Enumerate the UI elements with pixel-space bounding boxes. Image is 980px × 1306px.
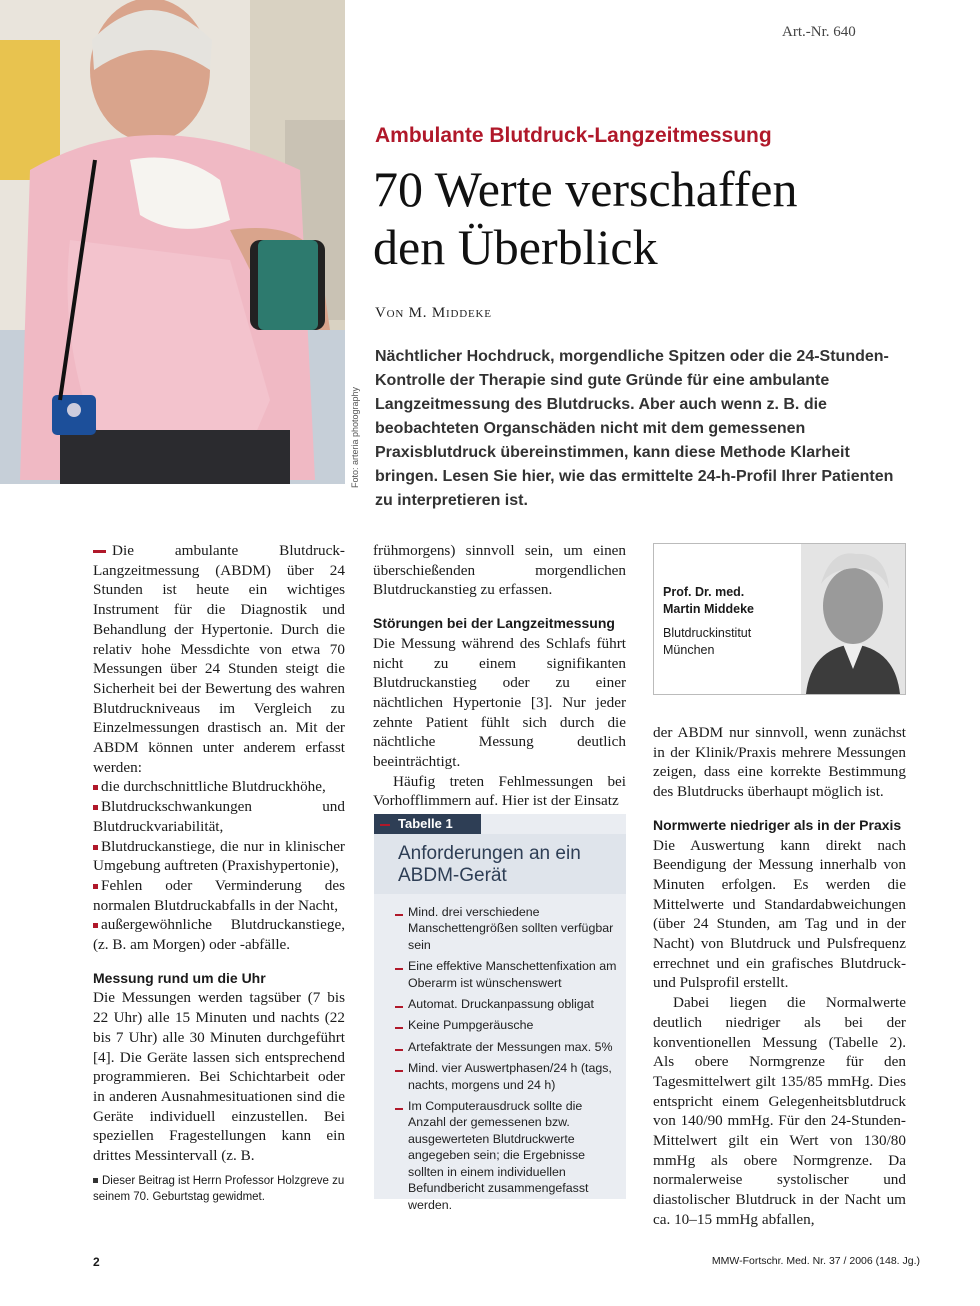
article-number: Art.-Nr. 640 [782, 24, 856, 40]
page-number: 2 [93, 1255, 100, 1269]
body-paragraph: Die Messung während des Schlafs führt nicht zu einem signifikanten Blutdruckanstieg oder zu einer nächtlichen Hypertonie [3]. Nur jeder zehnte Patient fühlt sich durch die nächtliche Messung deutlich beeinträchtigt. [373, 634, 626, 771]
author-name: Prof. Dr. med. Martin Middeke [663, 585, 754, 616]
author-institute: Blutdruckinstitut München [663, 626, 752, 657]
table-list-item: Eine effektive Manschettenfixation am Oberarm ist wünschenswert [394, 958, 618, 991]
journal-reference: MMW-Fortschr. Med. Nr. 37 / 2006 (148. Jg.) [711, 1255, 920, 1267]
article-kicker: Ambulante Blutdruck-Langzeitmessung [375, 124, 772, 147]
article-title [373, 160, 933, 276]
body-paragraph: frühmorgens) sinnvoll sein, um einen überschießenden morgendlichen Blutdruckanstieg zu erfassen. [373, 542, 626, 599]
cover-photo [0, 0, 345, 484]
author-photo [801, 544, 905, 694]
list-item: Blutdruckanstiege, die nur in klinischer Umgebung auftreten (Praxishypertonie), [93, 837, 345, 875]
column-2 [373, 541, 626, 811]
table-list-item: Keine Pumpgeräusche [394, 1017, 618, 1033]
table-list [394, 904, 618, 1218]
column-1 [93, 541, 345, 1166]
body-paragraph: der ABDM nur sinnvoll, wenn zunächst in der Klinik/Praxis mehrere Messungen zeigen, dass eine korrekte Bestimmung des Blutdrucks überhaupt möglich ist. [653, 724, 906, 801]
byline: Von M. Middeke [375, 305, 492, 321]
footnote-marker [93, 1178, 98, 1183]
table-list-item: Mind. vier Auswertphasen/24 h (tags, nachts, morgens und 24 h) [394, 1060, 618, 1093]
list-item: die durchschnittliche Blutdruckhöhe, [93, 777, 345, 797]
photo-credit: Foto: arteria photography [350, 386, 360, 488]
table-list-item: Mind. drei verschiedene Manschettengrößen sollten verfügbar sein [394, 904, 618, 953]
body-paragraph: Dabei liegen die Normalwerte deutlich niedriger als bei der konventionellen Messung (Tabelle 2). Als obere Normgrenze für den Tagesmittelwert gilt 135/85 mmHg. Dies entspricht einem Gelegenheitsblutdruck von 140/90 mmHg. Für den 24-Stunden-Mittelwert gilt ein Wert von 130/80 mmHg als obere Normgrenze. Da normalerweise systolischer und diastolischer Blutdruck in der Nacht um ca. 10–15 mmHg abfallen, [653, 994, 906, 1228]
intro-paragraph: Die ambulante Blutdruck-Langzeitmessung (ABDM) über 24 Stunden ist heute ein wichtiges Instrument für die Diagnostik und Behandlung der Hypertonie. Durch die relativ hohe Messdichte von etwa 70 Messungen über 24 Stunden steigt die Sicherheit bei der Bewertung des wahren Blutdruckniveaus im Vergleich zu Einzelmessungen drastisch an. Mit der ABDM können unter anderem erfasst werden: [93, 542, 345, 776]
footnote: Dieser Beitrag ist Herrn Professor Holzgreve zu seinem 70. Geburtstag gewidmet. [93, 1175, 345, 1203]
section-heading: Messung rund um die Uhr [93, 969, 266, 986]
title-line-1: 70 Werte verschaffen [373, 161, 798, 217]
section-heading: Normwerte niedriger als in der Praxis [653, 816, 902, 833]
body-paragraph: Häufig treten Fehlmessungen bei Vorhofflimmern auf. Hier ist der Einsatz [373, 772, 626, 810]
title-line-2: den Überblick [373, 219, 658, 275]
table-list-item: Im Computerausdruck sollte die Anzahl der gemessenen bzw. ausgewerteten Blutdruckwerte angegeben sein; die Ergebnisse sollten in einem individuellen Befundbericht zusammengefasst werden. [394, 1098, 618, 1213]
table-list-item: Automat. Druckanpassung obligat [394, 996, 618, 1012]
body-paragraph: Die Messungen werden tagsüber (7 bis 22 Uhr) alle 15 Minuten und nachts (22 bis 7 Uhr) alle 30 Minuten durchgeführt [4]. Die Geräte lassen sich entsprechend programmieren. Bei Schichtarbeit oder in anderen Ausnahmesituationen sind die Geräte individuell einzustellen. Bei speziellen Fragestellungen kann ein drittes Messintervall (z. B. [93, 989, 345, 1165]
column-3 [653, 723, 906, 1230]
body-paragraph: Die Auswertung kann direkt nach Beendigung der Messung innerhalb von Minuten erfolgen. Es werden die Mittelwerte und Standardabweichungen (über 24 Stunden, am Tag und in der Nacht) von Blutdruck und Pulsfrequenz errechnet und ein grafisches Blutdruck- und Pulsprofil erstellt. [653, 836, 906, 992]
list-item: außergewöhnliche Blutdruckanstiege, (z. B. am Morgen) oder -abfälle. [93, 916, 345, 954]
section-heading: Störungen bei der Langzeitmessung [373, 615, 615, 632]
lead-paragraph: Nächtlicher Hochdruck, morgendliche Spitzen oder die 24-Stunden-Kontrolle der Therapie sind gute Gründe für eine ambulante Langzeitmessung des Blutdrucks. Aber auch wenn z. B. die beobachteten Organschäden nicht mit dem gemessenen Praxisblutdruck übereinstimmen, kann diese Methode Klarheit bringen. Lesen Sie hier, wie das ermittelte 24-h-Profil Ihrer Patienten zu interpretieren ist. [375, 348, 894, 509]
list-item: Fehlen oder Verminderung des normalen Blutdruckabfalls in der Nacht, [93, 876, 345, 914]
author-portrait [801, 544, 905, 694]
list-item: Blutdruckschwankungen und Blutdruckvariabilität, [93, 798, 345, 835]
table-title: Anforderungen an ein ABDM-Gerät [398, 843, 581, 886]
table-tab: Tabelle 1 [374, 814, 481, 834]
tab-marker [380, 824, 390, 826]
patient-photo-illustration [0, 0, 345, 484]
table-list-item: Artefaktrate der Messungen max. 5% [394, 1039, 618, 1055]
article-start-mark [93, 550, 106, 553]
